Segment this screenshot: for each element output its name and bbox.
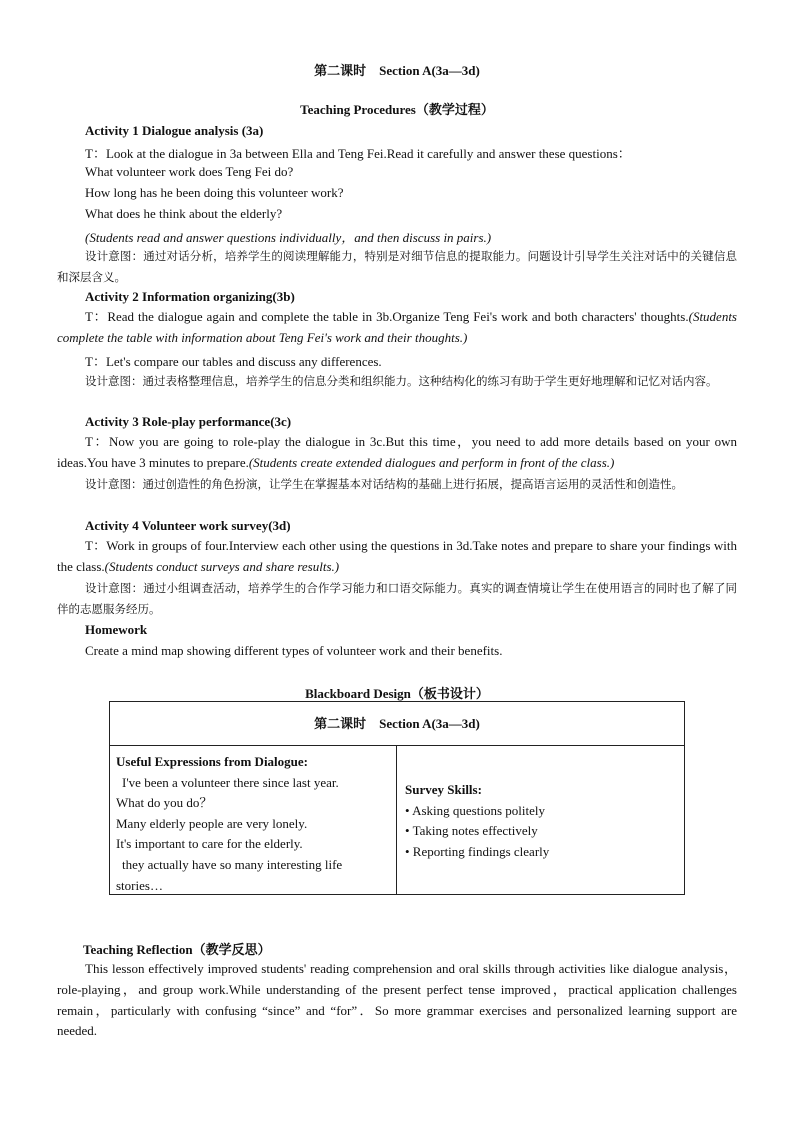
activity1-note: (Students read and answer questions individually，and then discuss in pairs.) [85, 230, 492, 245]
activity1-heading: Activity 1 Dialogue analysis (3a) [85, 123, 264, 138]
expression-item: stories… [116, 877, 163, 893]
procedures-title: Teaching Procedures（教学过程） [300, 102, 494, 117]
activity3-teacher-paragraph [57, 432, 737, 474]
activity3-note: (Students create extended dialogues and perform in front of the class.) [248, 454, 615, 470]
homework-heading: Homework [85, 622, 148, 637]
activity2-design-intent: 设计意图：通过表格整理信息，培养学生的信息分类和组织能力。这种结构化的练习有助于学生更好地理解和记忆对话内容。 [85, 374, 718, 388]
activity4-teacher-text: T：Work in groups of four.Interview each other using the questions in 3d.Take notes and prepare to share your findings with the class. [57, 538, 737, 574]
blackboard-right-cell [397, 746, 684, 894]
activity2-note: (Students complete the table with information about Teng Fei's work and their thoughts.) [57, 309, 737, 345]
blackboard-title: Blackboard Design（板书设计） [305, 686, 489, 701]
activity3-design-intent: 设计意图：通过创造性的角色扮演，让学生在掌握基本对话结构的基础上进行拓展，提高语言运用的灵活性和创造性。 [85, 477, 683, 491]
activity4-note: (Students conduct surveys and share results.) [104, 558, 340, 574]
activity1-teacher-line: T：Look at the dialogue in 3a between Ella and Teng Fei.Read it carefully and answer these questions： [85, 146, 631, 161]
activity4-teacher-paragraph [57, 536, 737, 578]
activity1-question-3: What does he think about the elderly? [85, 206, 283, 221]
activity2-teacher-paragraph [57, 307, 737, 349]
expression-item: What do you do？ [116, 795, 213, 811]
activity4-heading: Activity 4 Volunteer work survey(3d) [85, 518, 291, 533]
activity1-design-intent: 设计意图：通过对话分析，培养学生的阅读理解能力，特别是对细节信息的提取能力。问题设计引导学生关注对话中的关键信息和深层含义。 [57, 249, 737, 284]
activity2-teacher-text: T：Read the dialogue again and complete the table in 3b.Organize Teng Fei's work and both characters' thoughts. [85, 309, 689, 324]
expression-item: Many elderly people are very lonely. [116, 815, 308, 831]
expressions-heading: Useful Expressions from Dialogue: [116, 754, 308, 769]
survey-skill-item: • Asking questions politely [405, 802, 545, 818]
activity2-heading: Activity 2 Information organizing(3b) [85, 289, 295, 304]
reflection-heading: Teaching Reflection（教学反思） [83, 942, 271, 957]
reflection-text: This lesson effectively improved students' reading comprehension and oral skills through activities like dialogue analysis，role-playing，and group work.While understanding of the present perfect tense improved，practical application challenges remain，particularly with confusing “since” and “for”．So more grammar exercises and personalized learning support are needed. [57, 961, 737, 1039]
homework-text: Create a mind map showing different types of volunteer work and their benefits. [85, 643, 503, 658]
blackboard-left-cell [110, 746, 397, 894]
expression-item: they actually have so many interesting life [122, 856, 343, 872]
activity3-heading: Activity 3 Role-play performance(3c) [85, 414, 292, 429]
expression-item: It's important to care for the elderly. [116, 836, 303, 852]
activity1-question-2: How long has he been doing this volunteer work? [85, 185, 344, 200]
blackboard-box-title: 第二课时 Section A(3a—3d) [110, 702, 684, 746]
survey-skills-heading: Survey Skills: [405, 782, 482, 797]
survey-skill-item: • Taking notes effectively [405, 823, 538, 839]
expression-item: I've been a volunteer there since last year. [122, 774, 339, 790]
survey-skill-item: • Reporting findings clearly [405, 843, 550, 859]
lesson-title: 第二课时 Section A(3a—3d) [314, 63, 480, 78]
activity2-teacher-line-2: T：Let's compare our tables and discuss any differences. [85, 354, 382, 369]
activity3-teacher-text: T：Now you are going to role-play the dialogue in 3c.But this time，you need to add more details based on your own ideas.You have 3 minutes to prepare. [57, 434, 737, 470]
activity4-design-intent: 设计意图：通过小组调查活动，培养学生的合作学习能力和口语交际能力。真实的调查情境让学生在使用语言的同时也了解了同伴的志愿服务经历。 [57, 581, 737, 616]
blackboard-table [109, 701, 685, 895]
activity1-question-1: What volunteer work does Teng Fei do? [85, 164, 294, 179]
